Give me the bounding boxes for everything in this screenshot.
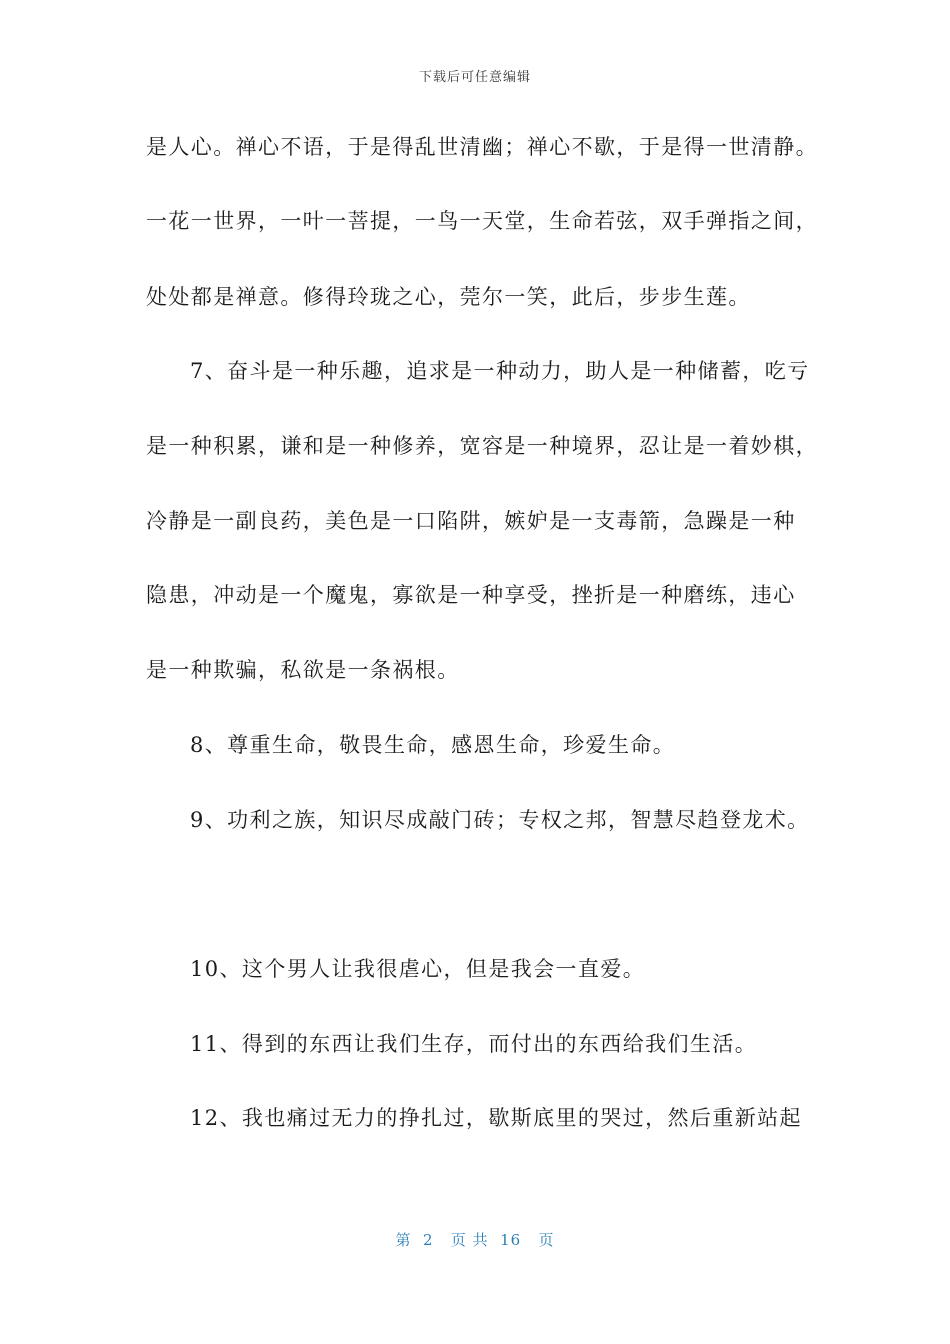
body-line-7: 隐患，冲动是一个魔鬼，寡欲是一种享受，挫折是一种磨练，违心 xyxy=(146,583,796,607)
body-line-10: 9、功利之族，知识尽成敲门砖；专权之邦，智慧尽趋登龙术。 xyxy=(190,808,810,832)
body-line-1: 是人心。禅心不语，于是得乱世清幽；禅心不歇，于是得一世清静。 xyxy=(146,135,818,159)
body-line-12: 11、得到的东西让我们生存，而付出的东西给我们生活。 xyxy=(190,1032,758,1056)
body-line-3: 处处都是禅意。修得玲珑之心，莞尔一笑，此后，步步生莲。 xyxy=(146,285,751,309)
page-number: 第 2 页 共 16 页 xyxy=(395,1231,555,1249)
body-line-13: 12、我也痛过无力的挣扎过，歇斯底里的哭过，然后重新站起 xyxy=(190,1106,802,1130)
body-line-5: 是一种积累，谦和是一种修养，宽容是一种境界，忍让是一着妙棋， xyxy=(146,434,818,458)
header-note: 下载后可任意编辑 xyxy=(418,70,531,85)
body-line-6: 冷静是一副良药，美色是一口陷阱，嫉妒是一支毒箭，急躁是一种 xyxy=(146,509,796,533)
body-line-4: 7、奋斗是一种乐趣，追求是一种动力，助人是一种储蓄，吃亏 xyxy=(190,359,810,383)
body-line-11: 10、这个男人让我很虐心，但是我会一直爱。 xyxy=(190,957,646,981)
body-line-9: 8、尊重生命，敬畏生命，感恩生命，珍爱生命。 xyxy=(190,733,676,757)
body-line-2: 一花一世界，一叶一菩提，一鸟一天堂，生命若弦，双手弹指之间， xyxy=(146,209,818,233)
body-line-8: 是一种欺骗，私欲是一条祸根。 xyxy=(146,658,460,682)
